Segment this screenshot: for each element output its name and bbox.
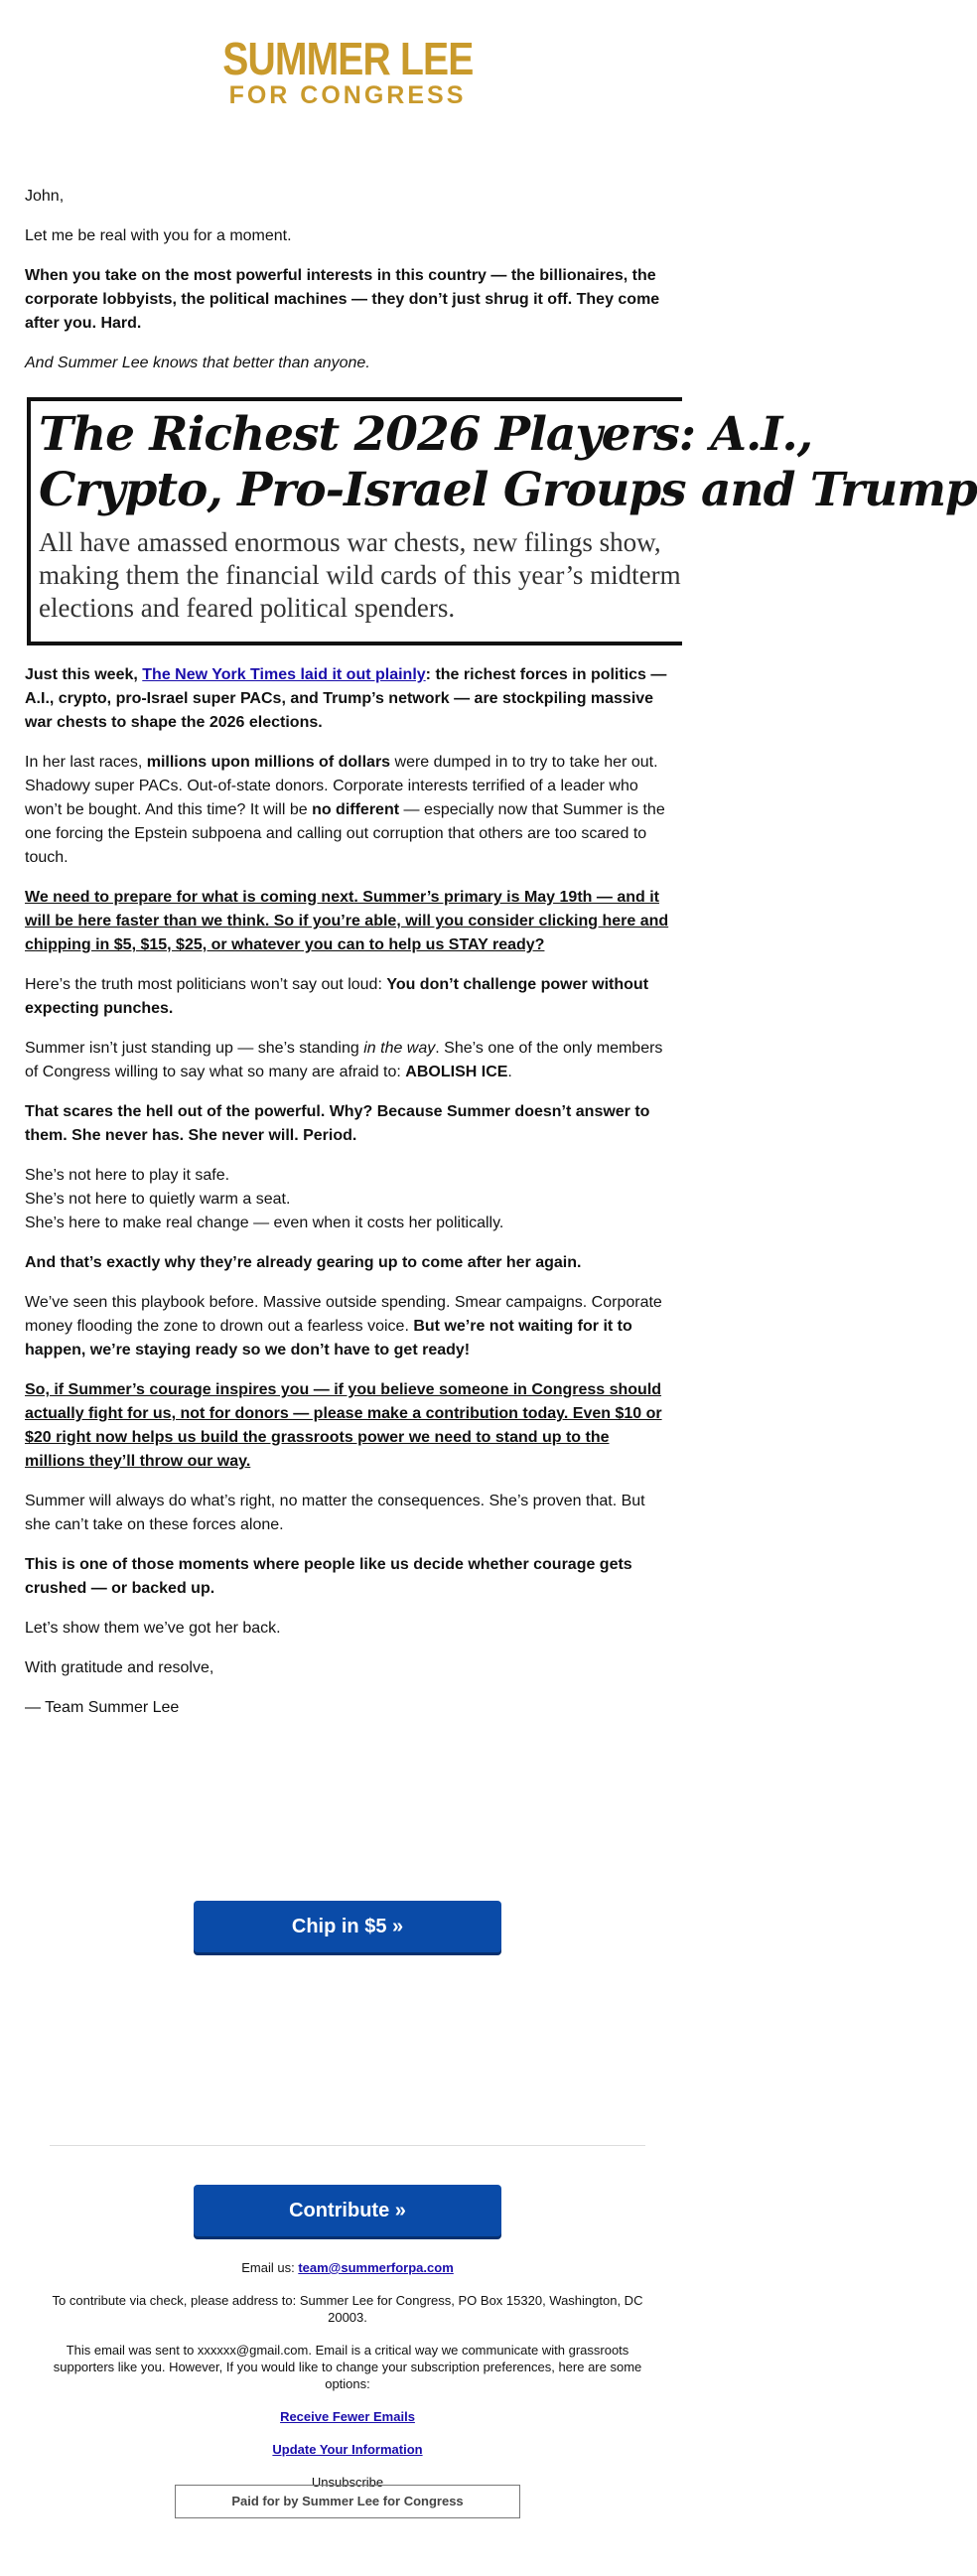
email-body [25,185,977,1736]
divider [50,2145,645,2146]
nyt-headline-line-2: Crypto, Pro-Israel Groups and Trump [39,463,977,517]
intro-paragraph: Let me be real with you for a moment. [25,227,292,244]
footer-sent-notice: This email was sent to xxxxxx@gmail.com. Email is a critical way we communicate with grassroots supporters like you. However, If you would like to change your subscription preferences, here are some options: [53,2343,642,2391]
paid-for-by-box: Paid for by Summer Lee for Congress [175,2485,520,2518]
week-paragraph: Just this week, The New York Times laid it out plainly: the richest forces in politics — A.I., crypto, pro-Israel super PACs, and Trump’s network — are stockpiling massive war chests to shape the 2026 elections. [25,666,667,731]
power-paragraph: When you take on the most powerful interests in this country — the billionaires, the corporate lobbyists, the political machines — they don’t just shrug it off. They come after you. Hard. [25,267,660,332]
nyt-subhead-line-1: All have amassed enormous war chests, new filings show, [39,527,661,557]
receive-fewer-emails-link[interactable]: Receive Fewer Emails [280,2409,415,2424]
signature: — Team Summer Lee [25,1699,180,1716]
here-paragraph: She’s not here to play it safe. She’s not here to quietly warm a seat. She’s here to make real change — even when it costs her politically. [25,1167,504,1231]
prepare-donate-link[interactable]: We need to prepare for what is coming next. Summer’s primary is May 19th — and it will be here faster than we think. So if you’re able, will you consider clicking here and chipping in $5, $15, $25, or whatever you can to help us STAY ready? [25,889,669,953]
standing-paragraph: Summer isn’t just standing up — she’s standing in the way. She’s one of the only members of Congress willing to say what so many are afraid to: ABOLISH ICE. [25,1040,663,1080]
campaign-logo [0,34,695,109]
scares-paragraph: That scares the hell out of the powerful. Why? Because Summer doesn’t answer to them. She never has. She never will. Period. [25,1103,650,1144]
courage-donate-link[interactable]: So, if Summer’s courage inspires you — if you believe someone in Congress should actually fight for us, not for donors — please make a contribution today. Even $10 or $20 right now helps us build the grassroots power we need to stand up to the millions they’ll throw our way. [25,1381,662,1470]
truth-paragraph: Here’s the truth most politicians won’t say out loud: You don’t challenge power without expecting punches. [25,976,649,1017]
chip-in-button[interactable]: Chip in $5 » [194,1901,501,1952]
update-information-link[interactable]: Update Your Information [272,2442,423,2457]
knows-paragraph: And Summer Lee knows that better than anyone. [25,355,370,371]
footer [50,2259,645,2506]
gratitude-paragraph: With gratitude and resolve, [25,1659,214,1676]
playbook-paragraph: We’ve seen this playbook before. Massive outside spending. Smear campaigns. Corporate money flooding the zone to drown out a fearless voice. But we’re not waiting for it to happen, we’re staying ready so we don’t have to get ready! [25,1294,662,1359]
nyt-headline-image [27,397,977,645]
show-paragraph: Let’s show them we’ve got her back. [25,1620,281,1637]
always-paragraph: Summer will always do what’s right, no matter the consequences. She’s proven that. But she can’t take on these forces alone. [25,1493,645,1533]
nyt-article-link[interactable]: The New York Times laid it out plainly [142,666,426,683]
email-link[interactable]: team@summerforpa.com [298,2260,454,2275]
moment-paragraph: This is one of those moments where people like us decide whether courage gets crushed — or backed up. [25,1556,632,1597]
nyt-subhead-line-2: making them the financial wild cards of this year’s midterm [39,560,681,590]
logo-subtitle: FOR CONGRESS [228,81,467,109]
salutation: John, [25,188,65,205]
nyt-headline-line-1: The Richest 2026 Players: A.I., [39,407,813,462]
nyt-subhead-line-3: elections and feared political spenders. [39,593,456,623]
unsubscribe-link[interactable]: Unsubscribe [311,2475,384,2490]
contribute-button[interactable]: Contribute » [194,2185,501,2236]
gearing-paragraph: And that’s exactly why they’re already gearing up to come after her again. [25,1254,582,1271]
footer-check-address: To contribute via check, please address to: Summer Lee for Congress, PO Box 15320, Washington, DC 20003. [52,2293,643,2325]
logo-name: SUMMER LEE [221,33,474,84]
races-paragraph: In her last races, millions upon millions of dollars were dumped in to try to take her out. Shadowy super PACs. Out-of-state donors. Corporate interests terrified of a leader who won’t be bought. And this time? It will be no different — especially now that Summer is the one forcing the Epstein subpoena and calling out corruption that others are too scared to touch. [25,754,665,866]
footer-email: Email us: team@summerforpa.com [241,2260,454,2275]
